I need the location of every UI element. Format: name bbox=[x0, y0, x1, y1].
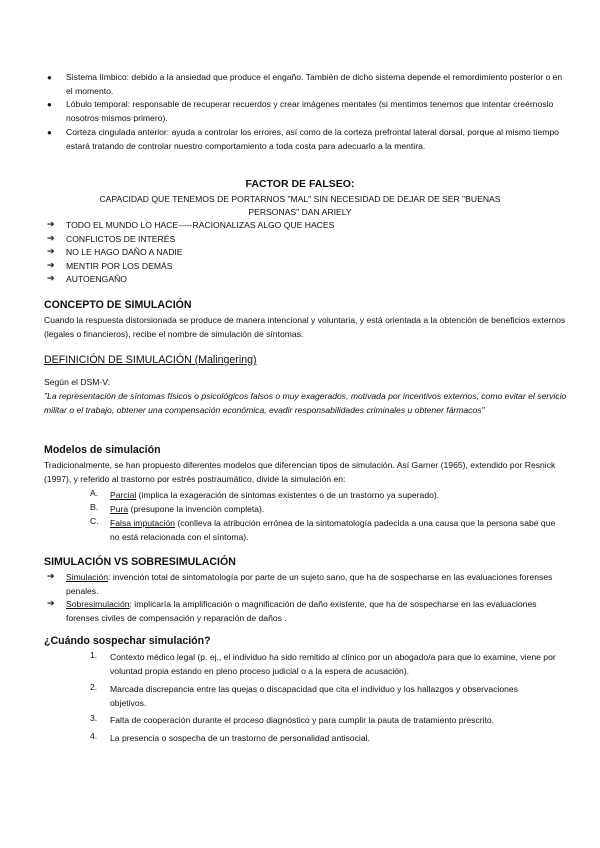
list-marker: 4. bbox=[90, 731, 98, 741]
definicion-title: DEFINICIÓN DE SIMULACIÓN (Malingering) bbox=[44, 354, 257, 366]
definicion-source: Según el DSM-V: bbox=[44, 377, 111, 387]
falseo-item: CONFLICTOS DE INTERÉS bbox=[66, 234, 176, 244]
vs-term: Sobresimulación bbox=[66, 599, 130, 609]
vs-item-simulacion bbox=[66, 570, 566, 598]
arrow-icon: ➔ bbox=[47, 233, 55, 243]
falseo-item: AUTOENGAÑO bbox=[66, 274, 127, 284]
vs-item-sobresimulacion bbox=[66, 597, 566, 625]
vs-desc: : invención total de sintomatología por parte de un sujeto sano, que ha de sospecharse en las evaluaciones forenses penales. bbox=[66, 572, 553, 596]
falseo-title: FACTOR DE FALSEO: bbox=[245, 178, 355, 190]
modelos-item-parcial bbox=[110, 488, 565, 502]
arrow-icon: ➔ bbox=[47, 273, 55, 283]
bullet-icon: ● bbox=[47, 128, 52, 137]
intro-bullet-2: Lóbulo temporal: responsable de recuperar recuerdos y crear imágenes mentales (si mentimos tenemos que intentar creérnoslo nosotros mismos primero). bbox=[66, 99, 554, 123]
sospecha-item-3: Falta de cooperación durante el proceso diagnóstico y para cumplir la pauta de tratamiento prescrito. bbox=[110, 715, 495, 725]
sospecha-item-1: Contexto médico legal (p. ej., el individuo ha sido remitido al clínico por un abogado/a para que lo examine, viene por voluntad propia estando en pleno proceso judicial o a la espera de acusación). bbox=[110, 652, 556, 676]
list-marker: 1. bbox=[90, 650, 98, 660]
list-marker: C. bbox=[90, 516, 99, 526]
arrow-icon: ➔ bbox=[47, 219, 55, 229]
list-marker: B. bbox=[90, 502, 99, 512]
sospecha-item-2: Marcada discrepancia entre las quejas o discapacidad que cita el individuo y los hallazgos y observaciones objetivos. bbox=[110, 684, 518, 708]
modelos-item-pura bbox=[110, 502, 565, 516]
concepto-text: Cuando la respuesta distorsionada se produce de manera intencional y voluntaria, y está orientada a la obtención de beneficios externos (legales o financieros), recibe el nombre de simulación de síntomas. bbox=[44, 315, 566, 339]
concepto-title: CONCEPTO DE SIMULACIÓN bbox=[44, 299, 192, 311]
modelos-intro: Tradicionalmente, se han propuesto diferentes modelos que diferencian tipos de simulación. Así Garner (1965), extendido por Resnick (1997), y referido al trastorno por estrés postraumático, divide la simulación en: bbox=[44, 460, 556, 484]
modelos-term: Parcial bbox=[110, 490, 137, 500]
falseo-item: TODO EL MUNDO LO HACE-----RACIONALIZAS ALGO QUE HACES bbox=[66, 220, 335, 230]
arrow-icon: ➔ bbox=[47, 246, 55, 256]
falseo-definition-line2: PERSONAS" DAN ARIELY bbox=[248, 207, 352, 217]
modelos-term: Falsa imputación bbox=[110, 518, 175, 528]
modelos-title: Modelos de simulación bbox=[44, 444, 161, 456]
vs-term: Simulación bbox=[66, 572, 109, 582]
vs-title: SIMULACIÓN VS SOBRESIMULACIÓN bbox=[44, 556, 236, 568]
modelos-desc: (implica la exageración de síntomas existentes o de un trastorno ya superado). bbox=[136, 490, 440, 500]
sospecha-item-4: La presencia o sospecha de un trastorno de personalidad antisocial. bbox=[110, 733, 370, 743]
definicion-quote: "La representación de síntomas físicos o psicológicos falsos o muy exagerados, motivada por incentivos externos, como evitar el servicio militar o el trabajo, obtener una compensación económica, evadir responsabilidades criminales u obtener fármacos" bbox=[44, 391, 567, 415]
modelos-desc: (conlleva la atribución errónea de la sintomatología padecida a una causa que la persona sabe que no está relacionada con el síntoma). bbox=[110, 518, 556, 542]
intro-bullet-1: Sistema límbico: debido a la ansiedad que produce el engaño. También de dicho sistema depende el remordimiento posterior o en el momento. bbox=[66, 72, 563, 96]
arrow-icon: ➔ bbox=[47, 260, 55, 270]
list-marker: 2. bbox=[90, 682, 98, 692]
falseo-item: NO LE HAGO DAÑO A NADIE bbox=[66, 247, 183, 257]
bullet-icon: ● bbox=[47, 73, 52, 82]
modelos-term: Pura bbox=[110, 504, 129, 514]
arrow-icon: ➔ bbox=[47, 598, 55, 608]
modelos-item-falsa-imputacion bbox=[110, 516, 565, 544]
sospecha-title: ¿Cuándo sospechar simulación? bbox=[44, 635, 211, 647]
bullet-icon: ● bbox=[47, 100, 52, 109]
falseo-item: MENTIR POR LOS DEMÁS bbox=[66, 261, 173, 271]
falseo-definition-line1: CAPACIDAD QUE TENEMOS DE PORTARNOS "MAL" SIN NECESIDAD DE DEJAR DE SER "BUENAS bbox=[99, 194, 501, 204]
list-marker: 3. bbox=[90, 713, 98, 723]
intro-bullet-3: Corteza cingulada anterior: ayuda a controlar los errores, así como de la corteza prefrontal lateral dorsal, porque al mismo tiempo estará tratando de controlar nuestro comportamiento a toda costa para adecuarlo a la mentira. bbox=[66, 127, 559, 151]
list-marker: A. bbox=[90, 488, 99, 498]
arrow-icon: ➔ bbox=[47, 571, 55, 581]
modelos-desc: (presupone la invención completa). bbox=[128, 504, 265, 514]
vs-desc: : implicaría la amplificación o magnificación de daño existente, que ha de sospecharse en las evaluaciones forenses civiles de compensación y reparación de daños . bbox=[66, 599, 537, 623]
